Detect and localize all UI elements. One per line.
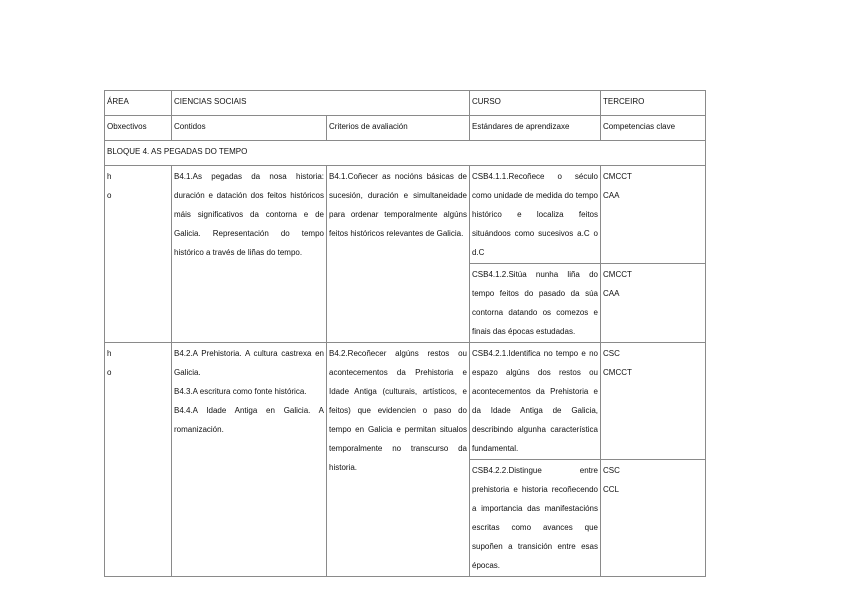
col-competences: Competencias clave: [601, 116, 706, 141]
competences-cell: [601, 264, 706, 343]
competence-code: CAA: [603, 191, 620, 200]
objectives-cell: [105, 343, 172, 577]
course-value: TERCEIRO: [601, 91, 706, 116]
content-item: B4.4.A Idade Antiga en Galicia. A romanización.: [174, 406, 324, 434]
col-criteria: Criterios de avaliación: [327, 116, 470, 141]
competence-code: CMCCT: [603, 270, 632, 279]
content-item: B4.2.A Prehistoria. A cultura castrexa en Galicia.: [174, 349, 324, 377]
objective-code: o: [107, 368, 112, 377]
column-header-row: [105, 116, 706, 141]
standard-cell: CSB4.2.1.Identifica no tempo e no espazo algúns dos restos ou acontecementos da Prehistoria e da Idade Antiga de Galicia, describindo algunha característica fundamental.: [470, 343, 601, 460]
standard-cell: CSB4.1.1.Recoñece o século como unidade de medida do tempo histórico e localiza feitos situándoos como sucesivos a.C o d.C: [470, 166, 601, 264]
col-objectives: Obxectivos: [105, 116, 172, 141]
area-label: ÁREA: [105, 91, 172, 116]
content-row: [105, 343, 706, 460]
contents-cell: [172, 343, 327, 577]
block-title-row: [105, 141, 706, 166]
competence-code: CSC: [603, 466, 620, 475]
criteria-cell: B4.2.Recoñecer algúns restos ou acontecementos da Prehistoria e Idade Antiga (culturais, artísticos, e feitos) que evidencien o paso do tempo en Galicia e permitan situalos temporalmente no transcurso da historia.: [327, 343, 470, 577]
competences-cell: [601, 343, 706, 460]
standard-cell: CSB4.1.2.Sitúa nunha liña do tempo feitos do pasado da súa contorna datando os comezos e finais das épocas estudadas.: [470, 264, 601, 343]
objectives-cell: [105, 166, 172, 343]
competence-code: CMCCT: [603, 172, 632, 181]
block-title: BLOQUE 4. AS PEGADAS DO TEMPO: [105, 141, 706, 166]
standard-cell: CSB4.2.2.Distingue entre prehistoria e historia recoñecendo a importancia das manifestacións escritas como avances que supoñen a transición entre esas épocas.: [470, 460, 601, 577]
curriculum-table: [104, 90, 706, 577]
objective-code: h: [107, 172, 112, 181]
col-contents: Contidos: [172, 116, 327, 141]
competence-code: CAA: [603, 289, 620, 298]
criteria-cell: B4.1.Coñecer as nocións básicas de sucesión, duración e simultaneidade para ordenar temporalmente algúns feitos históricos relevantes de Galicia.: [327, 166, 470, 343]
competences-cell: [601, 166, 706, 264]
objective-code: h: [107, 349, 112, 358]
objective-code: o: [107, 191, 112, 200]
competence-code: CSC: [603, 349, 620, 358]
content-row: [105, 166, 706, 264]
competence-code: CMCCT: [603, 368, 632, 377]
area-value: CIENCIAS SOCIAIS: [172, 91, 470, 116]
contents-cell: B4.1.As pegadas da nosa historia: duración e datación dos feitos históricos máis significativos da contorna e de Galicia. Representación do tempo histórico a través de liñas do tempo.: [172, 166, 327, 343]
header-row: [105, 91, 706, 116]
competence-code: CCL: [603, 485, 620, 494]
course-label: CURSO: [470, 91, 601, 116]
competences-cell: [601, 460, 706, 577]
col-standards: Estándares de aprendizaxe: [470, 116, 601, 141]
content-item: B4.3.A escritura como fonte histórica.: [174, 387, 307, 396]
